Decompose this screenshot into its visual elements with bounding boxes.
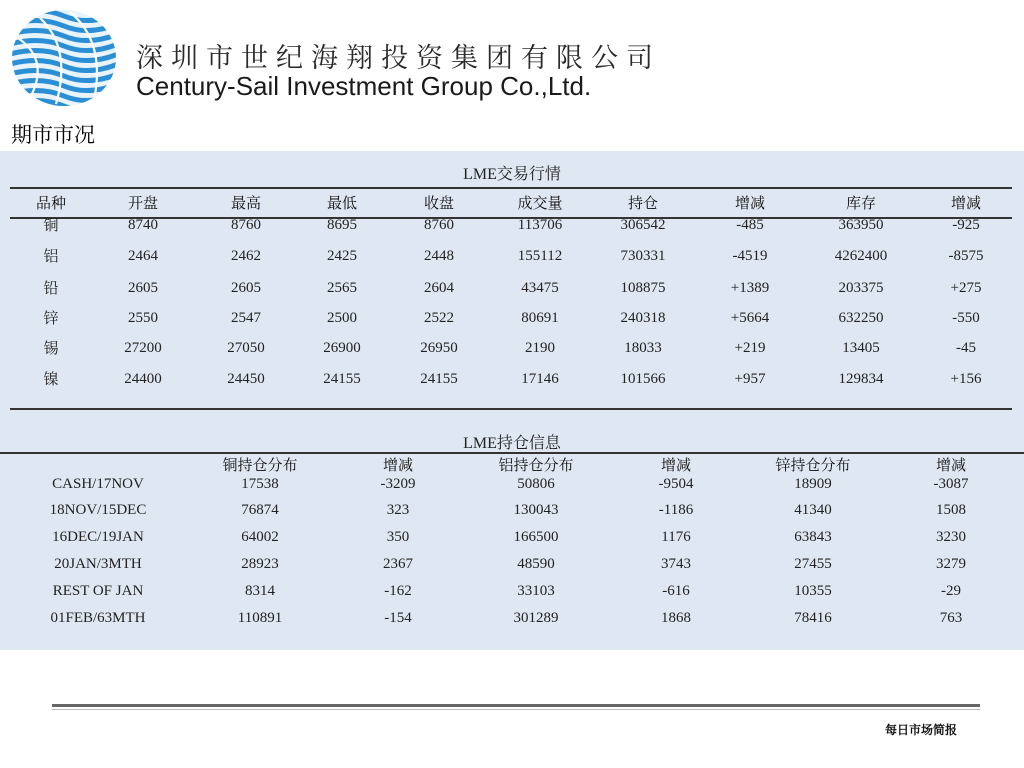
column-header: 增减 xyxy=(734,194,766,212)
column-header: 成交量 xyxy=(517,194,563,212)
table-cell: 17538 xyxy=(241,476,279,492)
table-cell: 110891 xyxy=(237,610,283,626)
table-cell: 33103 xyxy=(517,583,555,599)
table-cell: -29 xyxy=(941,583,961,599)
column-header: 品种 xyxy=(35,194,67,212)
table-cell: 8740 xyxy=(128,217,158,233)
table-cell: 155112 xyxy=(517,248,563,264)
table-cell: -3087 xyxy=(933,476,969,492)
table-cell: 64002 xyxy=(241,529,279,545)
table-cell: 27455 xyxy=(794,556,832,572)
table-row xyxy=(0,366,1024,392)
metal-name-cell: 铅 xyxy=(43,279,59,297)
table-cell: -3209 xyxy=(380,476,416,492)
table-cell: 27050 xyxy=(227,340,265,356)
metal-name-cell: 锡 xyxy=(43,339,59,357)
table-cell: 3743 xyxy=(661,556,691,572)
table-cell: 8760 xyxy=(424,217,454,233)
table-cell: -4519 xyxy=(732,248,768,264)
table-cell: -154 xyxy=(384,610,412,626)
company-name-chinese: 深圳市世纪海翔投资集团有限公司 xyxy=(136,43,661,74)
table-cell: -485 xyxy=(736,217,764,233)
table-cell: 28923 xyxy=(241,556,279,572)
table-cell: 8314 xyxy=(245,583,275,599)
table-cell: 129834 xyxy=(838,371,884,387)
table-row xyxy=(0,275,1024,301)
table-cell: 24155 xyxy=(420,371,458,387)
column-header: 持仓 xyxy=(627,194,659,212)
table-cell: 101566 xyxy=(620,371,666,387)
table-cell: 26950 xyxy=(420,340,458,356)
table-cell: 632250 xyxy=(838,310,884,326)
table-row xyxy=(0,212,1024,238)
table-cell: 27200 xyxy=(124,340,162,356)
metal-name-cell: 铜 xyxy=(43,216,59,234)
column-header: 增减 xyxy=(660,456,692,474)
table-rule xyxy=(10,187,1012,189)
table-row xyxy=(0,335,1024,361)
table-row xyxy=(0,471,1024,497)
table-cell: 2464 xyxy=(128,248,158,264)
contract-period-cell: 01FEB/63MTH xyxy=(50,610,146,626)
table-cell: 50806 xyxy=(517,476,555,492)
table-cell: 2605 xyxy=(128,280,158,296)
table-row xyxy=(0,605,1024,631)
contract-period-cell: 16DEC/19JAN xyxy=(52,529,144,545)
footer-rule xyxy=(52,704,980,707)
column-header: 锌持仓分布 xyxy=(775,456,851,474)
table-cell: 2448 xyxy=(424,248,454,264)
table-cell: 323 xyxy=(386,502,410,518)
table-cell: +957 xyxy=(734,371,766,387)
market-panel xyxy=(0,151,1024,650)
column-header: 开盘 xyxy=(127,194,159,212)
table-cell: 24450 xyxy=(227,371,265,387)
table-cell: 2425 xyxy=(327,248,357,264)
table-cell: 8695 xyxy=(327,217,357,233)
table-cell: 26900 xyxy=(323,340,361,356)
lme-trading-title: LME交易行情 xyxy=(463,166,561,183)
column-header: 增减 xyxy=(935,456,967,474)
section-title: 期市市况 xyxy=(11,123,95,147)
table-cell: 2367 xyxy=(383,556,413,572)
table-cell: 306542 xyxy=(620,217,666,233)
table-row xyxy=(0,551,1024,577)
table-cell: 4262400 xyxy=(834,248,888,264)
table-cell: 130043 xyxy=(513,502,559,518)
column-header: 铝持仓分布 xyxy=(498,456,574,474)
company-logo xyxy=(10,8,118,108)
table-cell: 2604 xyxy=(424,280,454,296)
table-cell: 350 xyxy=(386,529,410,545)
table-cell: -1186 xyxy=(658,502,694,518)
table-cell: 2550 xyxy=(128,310,158,326)
table-cell: 1176 xyxy=(661,529,691,545)
column-header: 最低 xyxy=(326,194,358,212)
table-cell: 363950 xyxy=(838,217,884,233)
contract-period-cell: CASH/17NOV xyxy=(52,476,144,492)
table-cell: 2190 xyxy=(525,340,555,356)
table-cell: 41340 xyxy=(794,502,832,518)
table-cell: -9504 xyxy=(658,476,694,492)
table-cell: 78416 xyxy=(794,610,832,626)
table-cell: 1868 xyxy=(661,610,691,626)
column-header: 铜持仓分布 xyxy=(222,456,298,474)
table-cell: 2500 xyxy=(327,310,357,326)
table-cell: 80691 xyxy=(521,310,559,326)
table-cell: 1508 xyxy=(936,502,966,518)
table-cell: 3279 xyxy=(936,556,966,572)
table-cell: 301289 xyxy=(513,610,559,626)
table-cell: +1389 xyxy=(730,280,770,296)
table-cell: 48590 xyxy=(517,556,555,572)
footer-rule-thin xyxy=(52,709,980,710)
metal-name-cell: 铝 xyxy=(43,247,59,265)
contract-period-cell: 18NOV/15DEC xyxy=(49,502,147,518)
contract-period-cell: 20JAN/3MTH xyxy=(54,556,142,572)
table-cell: 10355 xyxy=(794,583,832,599)
table-cell: 166500 xyxy=(513,529,559,545)
metal-name-cell: 镍 xyxy=(43,370,59,388)
table-cell: 2565 xyxy=(327,280,357,296)
table-cell: 2522 xyxy=(424,310,454,326)
metal-name-cell: 锌 xyxy=(43,309,59,327)
table-row xyxy=(0,524,1024,550)
table-row xyxy=(0,497,1024,523)
footer-label: 每日市场简报 xyxy=(885,723,958,737)
table-cell: -8575 xyxy=(948,248,984,264)
table-row xyxy=(0,243,1024,269)
table-cell: +219 xyxy=(734,340,766,356)
column-header: 最高 xyxy=(230,194,262,212)
table-cell: 203375 xyxy=(838,280,884,296)
table-cell: -925 xyxy=(952,217,980,233)
table-cell: 108875 xyxy=(620,280,666,296)
table-cell: +5664 xyxy=(730,310,770,326)
table-cell: 24155 xyxy=(323,371,361,387)
table-cell: +156 xyxy=(950,371,982,387)
table-cell: 730331 xyxy=(620,248,666,264)
table-cell: 13405 xyxy=(842,340,880,356)
column-header: 收盘 xyxy=(423,194,455,212)
table-cell: 2462 xyxy=(231,248,261,264)
table-cell: 3230 xyxy=(936,529,966,545)
table-cell: 24400 xyxy=(124,371,162,387)
column-header: 库存 xyxy=(845,194,877,212)
table-cell: 17146 xyxy=(521,371,559,387)
table-cell: -550 xyxy=(952,310,980,326)
lme-positions-title: LME持仓信息 xyxy=(463,435,561,452)
table-cell: 113706 xyxy=(517,217,563,233)
table-cell: -616 xyxy=(662,583,690,599)
company-name-english: Century-Sail Investment Group Co.,Ltd. xyxy=(136,71,592,101)
table-cell: 18909 xyxy=(794,476,832,492)
table-cell: 18033 xyxy=(624,340,662,356)
table-cell: -45 xyxy=(956,340,976,356)
table-cell: 2547 xyxy=(231,310,261,326)
table-cell: 63843 xyxy=(794,529,832,545)
logo-globe-icon xyxy=(10,8,118,108)
table-cell: 8760 xyxy=(231,217,261,233)
table-row xyxy=(0,578,1024,604)
table-cell: 2605 xyxy=(231,280,261,296)
table-cell: +275 xyxy=(950,280,982,296)
table-row xyxy=(0,305,1024,331)
table-rule xyxy=(10,408,1012,410)
column-header: 增减 xyxy=(950,194,982,212)
contract-period-cell: REST OF JAN xyxy=(52,583,144,599)
column-header: 增减 xyxy=(382,456,414,474)
table-cell: 76874 xyxy=(241,502,279,518)
table-cell: 240318 xyxy=(620,310,666,326)
table-cell: -162 xyxy=(384,583,412,599)
table-cell: 763 xyxy=(939,610,963,626)
table-cell: 43475 xyxy=(521,280,559,296)
